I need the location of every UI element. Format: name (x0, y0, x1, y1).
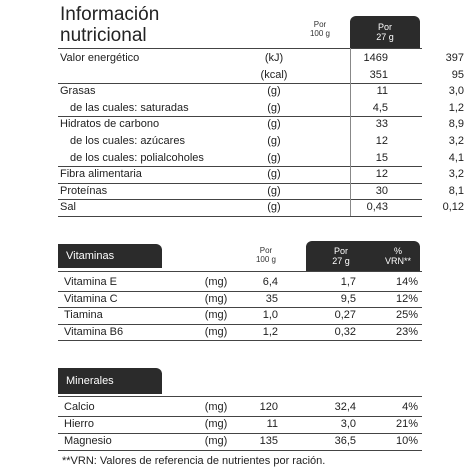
nutrition-value-100g: 11 (376, 85, 388, 98)
vitamin-unit: (mg) (204, 292, 228, 305)
nutrition-row (58, 183, 464, 199)
vitamin-value-100g: 6,4 (262, 276, 278, 288)
nutrition-value-27g: 397 (445, 52, 464, 64)
vitamins-header-per-27g-line1: Por (333, 246, 348, 256)
nutrition-row (58, 67, 464, 83)
vitamins-header-vrn (376, 246, 420, 266)
header-per-27g-line1: Por (377, 22, 392, 32)
nutrition-label: Sal (60, 201, 76, 214)
mineral-value-27g: 3,0 (340, 418, 356, 430)
nutrition-row (58, 50, 464, 66)
mineral-value-vrn: 4% (402, 401, 418, 413)
page-title (60, 4, 159, 46)
mineral-label: Calcio (64, 401, 95, 413)
nutrition-value-100g: 1469 (363, 52, 388, 64)
mineral-row (58, 433, 422, 449)
nutrition-value-100g: 15 (375, 151, 388, 164)
minerals-top-rule (58, 396, 422, 397)
vitamin-unit: (mg) (204, 325, 228, 338)
vitamin-value-100g: 35 (265, 292, 278, 305)
nutrition-value-27g: 95 (451, 68, 464, 81)
nutrition-unit: (kcal) (260, 68, 288, 81)
nutrition-row (58, 166, 464, 182)
mineral-value-100g: 135 (259, 435, 278, 447)
nutrition-value-100g: 0,43 (366, 201, 388, 214)
mineral-label: Magnesio (64, 435, 112, 447)
vitamin-label: Tiamina (64, 309, 103, 321)
title-line-1: Información (60, 4, 160, 25)
vitamin-label: Vitamina E (64, 276, 117, 288)
mineral-unit: (mg) (204, 435, 228, 447)
nutrition-label: Grasas (60, 85, 96, 98)
header-per-100g-line1: Por (313, 20, 327, 29)
header-per-100g (296, 20, 344, 38)
nutrition-value-100g: 30 (375, 184, 388, 197)
nutrition-row (58, 116, 464, 132)
mineral-value-vrn: 10% (395, 435, 418, 447)
nutrition-row (58, 83, 464, 99)
nutrition-row-rule (58, 166, 422, 167)
vitamin-value-100g: 1,2 (262, 325, 278, 338)
nutrition-row (58, 150, 464, 166)
vitamins-header-per-27g-line2: 27 g (332, 256, 350, 266)
vitamin-row (58, 274, 422, 290)
vitamins-header-per-100g-line2: 100 g (255, 255, 277, 264)
nutrition-unit: (g) (267, 184, 281, 197)
header-per-100g-line2: 100 g (309, 29, 331, 38)
header-per-27g (350, 16, 420, 48)
nutrition-row-rule (58, 83, 422, 84)
mineral-row (58, 416, 422, 432)
nutrition-label: Valor energético (60, 52, 140, 64)
vitamin-value-100g: 1,0 (262, 309, 278, 321)
nutrition-label: de los cuales: azúcares (70, 135, 185, 147)
vitamin-value-27g: 9,5 (340, 292, 356, 305)
mineral-unit: (mg) (204, 401, 228, 413)
mineral-value-27g: 32,4 (334, 401, 356, 413)
vitamins-header-vrn-line2: VRN** (384, 256, 411, 266)
nutrition-unit: (g) (267, 135, 281, 147)
main-table-top-rule (58, 48, 422, 49)
vitamin-value-vrn: 14% (395, 276, 418, 288)
vitamin-value-27g: 0,27 (334, 309, 356, 321)
vitamins-top-rule (58, 271, 422, 272)
nutrition-value-27g: 3,2 (448, 168, 464, 181)
mineral-row-rule (58, 450, 422, 451)
vitamin-value-vrn: 25% (395, 309, 418, 321)
nutrition-unit: (g) (267, 85, 281, 98)
nutrition-value-27g: 1,2 (448, 101, 464, 114)
vitamins-header-per-27g (306, 246, 376, 266)
mineral-value-100g: 120 (259, 401, 278, 413)
nutrition-row (58, 133, 464, 149)
vitamin-value-vrn: 12% (395, 292, 418, 305)
mineral-value-vrn: 21% (395, 418, 418, 430)
nutrition-label: Fibra alimentaria (60, 168, 142, 181)
nutrition-value-27g: 3,0 (448, 85, 464, 98)
vitamin-value-27g: 0,32 (334, 325, 356, 338)
nutrition-value-100g: 12 (375, 135, 388, 147)
vitamin-unit: (mg) (204, 309, 228, 321)
nutrition-value-27g: 8,1 (448, 184, 464, 197)
vitamins-header-vrn-line1: % (393, 246, 402, 256)
nutrition-value-27g: 8,9 (448, 118, 464, 131)
nutrition-column-rule (350, 48, 351, 216)
vitamin-label: Vitamina C (64, 292, 118, 305)
nutrition-value-27g: 0,12 (442, 201, 464, 214)
nutrition-value-27g: 3,2 (448, 135, 464, 147)
nutrition-label: de las cuales: saturadas (70, 101, 189, 114)
nutrition-value-100g: 12 (375, 168, 388, 181)
nutrition-unit: (g) (267, 151, 281, 164)
nutrition-row-rule (58, 116, 422, 117)
mineral-label: Hierro (64, 418, 94, 430)
nutrition-row-rule (58, 216, 422, 217)
vitamin-row-rule (58, 340, 422, 341)
nutrition-unit: (g) (267, 168, 281, 181)
vitamins-header-per-100g-line1: Por (259, 246, 273, 255)
vitamin-value-27g: 1,7 (340, 276, 356, 288)
mineral-value-27g: 36,5 (334, 435, 356, 447)
nutrition-row-rule (58, 199, 422, 200)
nutrition-label: Proteínas (60, 184, 108, 197)
vitamins-header-per-100g (242, 246, 290, 264)
nutrition-value-100g: 33 (375, 118, 388, 131)
vitamins-header-dark (306, 241, 420, 271)
vitamin-row (58, 324, 422, 340)
mineral-unit: (mg) (204, 418, 228, 430)
vitamins-tab: Vitaminas (58, 244, 162, 268)
nutrition-row (58, 199, 464, 215)
nutrition-value-100g: 4,5 (372, 101, 388, 114)
vitamin-row (58, 307, 422, 323)
nutrition-value-27g: 4,1 (448, 151, 464, 164)
nutrition-row-rule (58, 183, 422, 184)
vitamin-unit: (mg) (204, 276, 228, 288)
minerals-tab: Minerales (58, 368, 162, 394)
nutrition-row (58, 100, 464, 116)
vitamin-value-vrn: 23% (395, 325, 418, 338)
mineral-row (58, 399, 422, 415)
header-per-27g-line2: 27 g (376, 32, 394, 42)
footnote: **VRN: Valores de referencia de nutrientes por ración. (62, 455, 326, 467)
nutrition-unit: (g) (267, 101, 281, 114)
mineral-value-100g: 11 (266, 418, 278, 430)
vitamin-row (58, 291, 422, 307)
nutrition-unit: (kJ) (264, 52, 284, 64)
nutrition-unit: (g) (267, 201, 281, 214)
nutrition-unit: (g) (267, 118, 281, 131)
nutrition-value-100g: 351 (369, 68, 388, 81)
title-line-2: nutricional (60, 25, 147, 46)
vitamin-label: Vitamina B6 (64, 325, 124, 338)
nutrition-label: de los cuales: polialcoholes (70, 151, 204, 164)
nutrition-label: Hidratos de carbono (60, 118, 160, 131)
